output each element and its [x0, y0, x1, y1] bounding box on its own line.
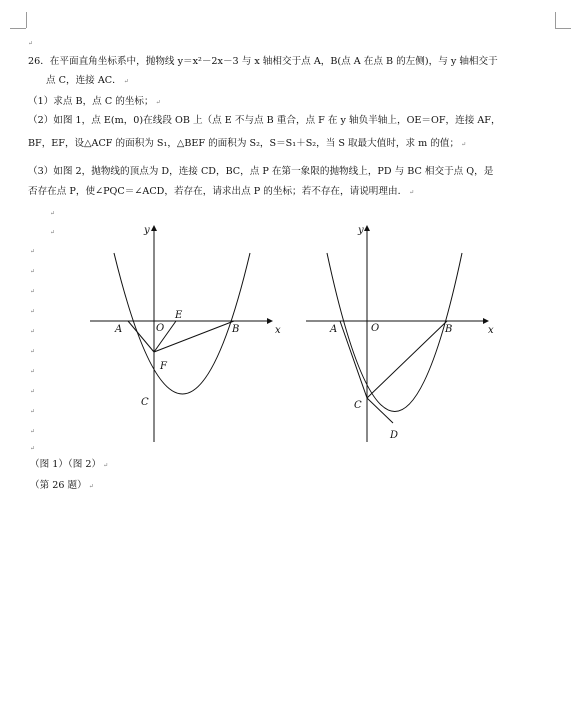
figure-1-parabola	[114, 253, 250, 394]
figure-1-point-f: F	[160, 361, 167, 372]
figure-2-point-c: C	[354, 400, 362, 411]
question-3-line2: 否存在点 P，使∠PQC＝∠ACD，若存在，请求出点 P 的坐标；若不存在，请说明理由． ↵	[28, 186, 415, 197]
figure-1-point-o: O	[156, 323, 165, 334]
problem-intro-line1: 26．在平面直角坐标系中，抛物线 y＝x²－2x－3 与 x 轴相交于点 A，B(点 A 在点 B 的左侧)，与 y 轴相交于	[28, 56, 498, 67]
figure-2-point-d: D	[390, 430, 399, 441]
figure-2-axes	[306, 226, 488, 442]
question-3-line1: （3）如图 2，抛物线的顶点为 D，连接 CD，BC，点 P 在第一象限的抛物线上，PD 与 BC 相交于点 Q，是	[28, 166, 494, 177]
figure-2-segments	[340, 321, 447, 423]
question-2-line2: BF，EF，设△ACF 的面积为 S₁，△BEF 的面积为 S₂，S＝S₁＋S₂，当 S 取最大值时，求 m 的值； ↵	[28, 138, 467, 149]
figure-2-parabola	[327, 253, 462, 412]
figure-1-axes	[90, 226, 272, 442]
figure-1-y-label: y	[144, 225, 150, 236]
top-left-crop-mark	[0, 0, 40, 40]
figure-1-x-label: x	[275, 325, 281, 336]
figure-1-point-a: A	[115, 324, 123, 335]
figure-2-x-label: x	[488, 325, 494, 336]
figure-captions: （图 1）（图 2） ↵	[30, 459, 109, 470]
top-right-crop-mark	[545, 0, 585, 40]
figure-1-point-e: E	[175, 310, 183, 321]
question-2-line1: （2）如图 1，点 E(m，0)在线段 OB 上（点 E 不与点 B 重合，点 F 在 y 轴负半轴上，OE＝OF，连接 AF，	[28, 115, 501, 126]
figure-2-point-b: B	[445, 324, 453, 335]
problem-intro-line2: 点 C，连接 AC． ↵	[46, 75, 129, 86]
figure-2-point-a: A	[330, 324, 338, 335]
question-1: （1）求点 B，点 C 的坐标； ↵	[28, 96, 161, 107]
figure-1-point-b: B	[232, 324, 240, 335]
figure-2-y-label: y	[358, 225, 364, 236]
problem-number-caption: （第 26 题） ↵	[30, 480, 94, 491]
figure-1-point-c: C	[141, 397, 149, 408]
figure-1-segments	[128, 321, 234, 352]
paragraph-mark: ↵	[28, 40, 34, 47]
figure-2-point-o: O	[371, 323, 380, 334]
